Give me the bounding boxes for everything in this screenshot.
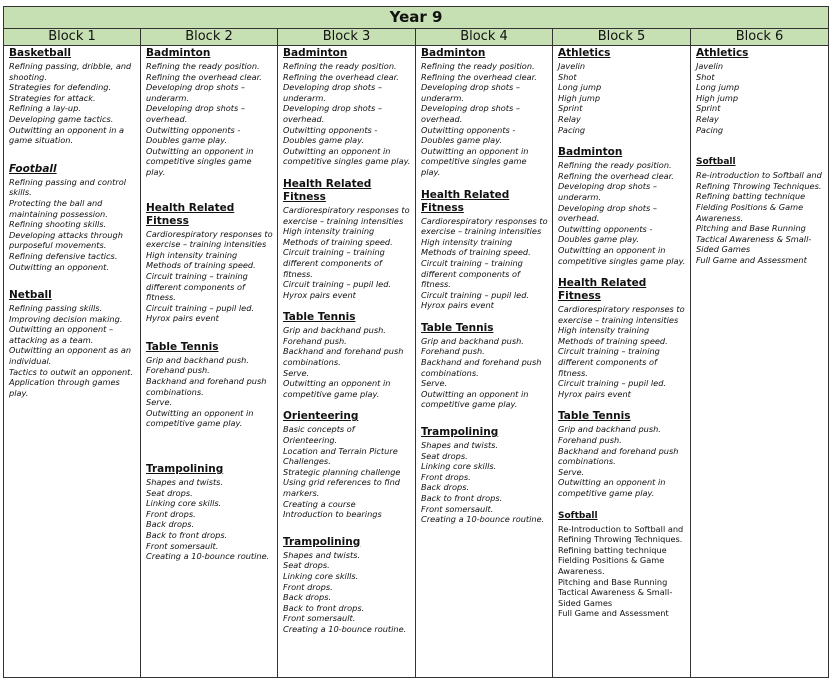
section-heading: Softball xyxy=(696,157,736,168)
list-item: Application through games play. xyxy=(9,377,120,398)
list-item: Shapes and twists. xyxy=(283,549,361,560)
list-item: Back to front drops. xyxy=(146,530,228,540)
list-item: Relay xyxy=(558,113,581,124)
section-badminton xyxy=(421,47,548,178)
list-item: Grip and backhand push. xyxy=(421,335,524,346)
section-heading: Softball xyxy=(558,510,598,521)
section-health-related-fitness xyxy=(421,189,548,311)
list-item: Javelin xyxy=(696,61,724,71)
list-item: Full Game and Assessment xyxy=(696,254,807,265)
list-item: Shot xyxy=(696,71,715,82)
section-athletics xyxy=(558,47,686,135)
list-item: Front drops. xyxy=(421,471,471,482)
list-item: Developing drop shots – underarm. xyxy=(421,82,520,103)
list-item: Sprint xyxy=(558,103,583,114)
list-item: Outwitting an opponent in a game situation. xyxy=(9,124,125,146)
section-heading: Badminton xyxy=(558,146,623,159)
list-item: Linking core skills. xyxy=(146,498,222,509)
list-item: Strategic planning challenge xyxy=(283,466,401,477)
list-item: Developing game tactics. xyxy=(9,113,114,124)
list-item: Serve. xyxy=(146,397,173,408)
list-item: Seat drops. xyxy=(421,450,468,461)
section-table-tennis xyxy=(146,341,273,429)
list-item: Fielding Positions & Game Awareness. xyxy=(558,555,665,576)
block-4-header: Block 4 xyxy=(416,29,553,46)
section-athletics xyxy=(696,47,824,135)
list-item: Re-introduction to Softball and Refining Throwing Techniques. xyxy=(696,170,822,191)
list-item: Back drops. xyxy=(283,592,332,603)
list-item: Front somersault. xyxy=(421,503,494,514)
list-item: Full Game and Assessment xyxy=(558,608,669,619)
list-item: Fielding Positions & Game Awareness. xyxy=(696,201,804,223)
list-item: Backhand and forehand push combinations. xyxy=(283,346,404,368)
list-item: Outwitting an opponent in competitive game play. xyxy=(146,407,254,429)
section-heading: Orienteering xyxy=(283,410,359,423)
list-item: Methods of training speed. xyxy=(421,247,531,258)
list-item: Refining the overhead clear. xyxy=(558,170,674,181)
section-softball xyxy=(696,156,824,265)
list-item: Refining the ready position. xyxy=(558,160,672,171)
list-item: Re-Introduction to Softball and Refining Throwing Techniques. xyxy=(558,523,684,545)
section-table-tennis xyxy=(421,322,548,410)
section-heading: Trampolining xyxy=(146,463,224,476)
section-badminton xyxy=(146,47,273,178)
list-item: Pacing xyxy=(558,124,586,135)
list-item: Linking core skills. xyxy=(283,570,359,581)
list-item: Pitching and Base Running xyxy=(558,576,668,587)
list-item: Refining passing and control skills. xyxy=(9,176,127,198)
block-1-column xyxy=(4,46,141,678)
list-item: Strategies for attack. xyxy=(9,92,96,103)
list-item: Grip and backhand push. xyxy=(283,325,386,336)
section-heading: Basketball xyxy=(9,47,71,59)
list-item: Pacing xyxy=(696,124,724,135)
list-item: Front somersault. xyxy=(146,540,219,551)
list-item: Creating a 10-bounce routine. xyxy=(283,623,407,634)
list-item: Cardiorespiratory responses to exercise – training intensities xyxy=(421,215,548,237)
list-item: Forehand push. xyxy=(558,435,622,446)
list-item: Tactical Awareness & Small-Sided Games xyxy=(696,233,812,255)
list-item: Shapes and twists. xyxy=(146,477,224,488)
list-item: Outwitting an opponent as an individual. xyxy=(9,345,132,367)
list-item: Cardiorespiratory responses to exercise – training intensities xyxy=(146,228,273,250)
list-item: Refining defensive tactics. xyxy=(9,250,118,261)
list-item: Back to front drops. xyxy=(421,493,503,503)
list-item: Serve. xyxy=(283,367,310,378)
block-3-header: Block 3 xyxy=(278,29,416,46)
section-basketball xyxy=(9,47,136,146)
section-health-related-fitness xyxy=(558,277,686,399)
list-item: Refining the overhead clear. xyxy=(421,71,537,82)
list-item: Linking core skills. xyxy=(421,461,497,472)
list-item: Seat drops. xyxy=(283,560,330,571)
list-item: Refining the ready position. xyxy=(283,61,397,71)
list-item: Outwitting an opponent in competitive singles game play. xyxy=(283,145,411,167)
section-heading: Football xyxy=(9,162,57,175)
section-heading: Health Related Fitness xyxy=(146,201,235,227)
block-5-header: Block 5 xyxy=(553,29,691,46)
list-item: Creating a course xyxy=(283,498,356,509)
list-item: Outwitting opponents - Doubles game play. xyxy=(421,124,516,146)
list-item: Refining passing, dribble, and shooting. xyxy=(9,61,132,82)
section-heading: Badminton xyxy=(283,47,348,59)
list-item: Circuit training – pupil led. xyxy=(146,302,255,313)
page-title: Year 9 xyxy=(4,7,829,29)
list-item: Javelin xyxy=(558,61,586,71)
section-table-tennis xyxy=(283,311,411,399)
section-health-related-fitness xyxy=(283,178,411,300)
list-item: Shapes and twists. xyxy=(421,440,499,451)
list-item: Refining shooting skills. xyxy=(9,219,107,230)
list-item: Relay xyxy=(696,113,719,124)
list-item: Developing drop shots – underarm. xyxy=(146,82,245,103)
list-item: Backhand and forehand push combinations. xyxy=(146,376,267,397)
section-badminton xyxy=(283,47,411,167)
list-item: Developing drop shots – underarm. xyxy=(283,82,382,103)
section-heading: Trampolining xyxy=(421,426,499,439)
list-item: Basic concepts of Orienteering. xyxy=(283,424,355,446)
list-item: Long jump xyxy=(696,82,740,93)
list-item: Sprint xyxy=(696,103,721,114)
block-6-header: Block 6 xyxy=(691,29,829,46)
list-item: Hyrox pairs event xyxy=(283,289,356,300)
list-item: Front drops. xyxy=(146,508,196,519)
section-heading: Health Related Fitness xyxy=(421,188,510,214)
list-item: High intensity training xyxy=(421,236,513,247)
list-item: Circuit training – pupil led. xyxy=(558,378,667,389)
list-item: Circuit training – training different components of fitness. xyxy=(421,257,523,290)
list-item: Circuit training – training different components of fitness. xyxy=(558,346,660,378)
block-2-header: Block 2 xyxy=(141,29,278,46)
section-trampolining xyxy=(283,536,411,635)
section-heading: Health Related Fitness xyxy=(283,177,372,203)
list-item: Developing drop shots – overhead. xyxy=(421,103,520,124)
list-item: Circuit training – pupil led. xyxy=(421,289,530,300)
section-heading: Table Tennis xyxy=(558,410,631,423)
list-item: Shot xyxy=(558,71,577,82)
list-item: High jump xyxy=(696,92,739,103)
list-item: Developing drop shots – overhead. xyxy=(558,202,657,224)
list-item: Long jump xyxy=(558,82,602,93)
section-heading: Table Tennis xyxy=(283,311,356,324)
list-item: Hyrox pairs event xyxy=(421,300,494,311)
section-trampolining xyxy=(421,426,548,525)
list-item: Front drops. xyxy=(283,581,333,592)
list-item: Outwitting an opponent in competitive game play. xyxy=(558,477,666,498)
list-item: High intensity training xyxy=(558,325,650,336)
list-item: Protecting the ball and maintaining possession. xyxy=(9,197,108,219)
list-item: Front somersault. xyxy=(283,613,356,624)
block-4-column xyxy=(416,46,553,678)
list-item: Creating a 10-bounce routine. xyxy=(146,551,270,562)
list-item: High intensity training xyxy=(146,249,238,260)
list-item: Refining the overhead clear. xyxy=(146,71,262,82)
list-item: Backhand and forehand push combinations. xyxy=(558,445,679,467)
list-item: Developing drop shots – overhead. xyxy=(146,103,245,124)
list-item: Hyrox pairs event xyxy=(558,388,631,399)
list-item: Methods of training speed. xyxy=(283,236,393,247)
section-heading: Badminton xyxy=(146,47,211,59)
list-item: Outwitting an opponent in competitive singles game play. xyxy=(146,145,254,177)
list-item: Outwitting an opponent. xyxy=(9,261,109,272)
section-heading: Trampolining xyxy=(283,535,361,548)
list-item: Refining the ready position. xyxy=(421,61,535,71)
block-1-header: Block 1 xyxy=(4,29,141,46)
section-heading: Athletics xyxy=(558,47,611,59)
list-item: Refining the overhead clear. xyxy=(283,71,399,82)
list-item: Location and Terrain Picture Challenges. xyxy=(283,445,398,467)
block-6-column xyxy=(691,46,829,678)
list-item: Refining batting technique xyxy=(558,544,667,555)
list-item: Circuit training – training different components of fitness. xyxy=(146,270,248,303)
list-item: Refining batting technique xyxy=(696,191,806,202)
section-heading: Health Related Fitness xyxy=(558,277,647,303)
list-item: Outwitting opponents - Doubles game play. xyxy=(146,124,241,146)
section-heading: Table Tennis xyxy=(146,340,219,353)
list-item: Improving decision making. xyxy=(9,313,123,324)
section-trampolining xyxy=(146,463,273,562)
section-table-tennis xyxy=(558,410,686,498)
list-item: Pitching and Base Running xyxy=(696,223,806,234)
year9-curriculum-table xyxy=(3,6,829,678)
list-item: Refining a lay-up. xyxy=(9,103,81,114)
list-item: Seat drops. xyxy=(146,487,193,498)
section-health-related-fitness xyxy=(146,202,273,324)
list-item: Outwitting an opponent – attacking as a team. xyxy=(9,324,114,345)
list-item: Hyrox pairs event xyxy=(146,313,219,324)
block-2-column xyxy=(141,46,278,678)
section-heading: Athletics xyxy=(696,47,749,59)
section-heading: Table Tennis xyxy=(421,321,494,334)
list-item: Backhand and forehand push combinations. xyxy=(421,357,542,378)
list-item: High jump xyxy=(558,92,601,103)
list-item: Circuit training – pupil led. xyxy=(283,279,392,290)
list-item: Outwitting opponents - Doubles game play. xyxy=(283,124,378,146)
list-item: Outwitting opponents - Doubles game play. xyxy=(558,223,653,245)
section-orienteering xyxy=(283,410,411,519)
list-item: Outwitting an opponent in competitive game play. xyxy=(283,378,391,399)
list-item: Back drops. xyxy=(146,519,195,530)
list-item: Cardiorespiratory responses to exercise – training intensities xyxy=(558,304,685,325)
section-heading: Badminton xyxy=(421,47,486,59)
list-item: Creating a 10-bounce routine. xyxy=(421,514,545,525)
list-item: Cardiorespiratory responses to exercise – training intensities xyxy=(283,204,410,226)
list-item: Tactics to outwit an opponent. xyxy=(9,366,133,377)
list-item: Methods of training speed. xyxy=(558,335,668,346)
list-item: Outwitting an opponent in competitive singles game play. xyxy=(421,145,529,177)
section-badminton xyxy=(558,146,686,266)
list-item: Strategies for defending. xyxy=(9,82,112,93)
list-item: Outwitting an opponent in competitive game play. xyxy=(421,388,529,410)
list-item: Circuit training – training different components of fitness. xyxy=(283,247,385,279)
section-softball xyxy=(558,510,686,619)
list-item: Forehand push. xyxy=(146,365,210,376)
block-3-column xyxy=(278,46,416,678)
list-item: Back drops. xyxy=(421,482,470,493)
section-heading: Netball xyxy=(9,289,52,302)
list-item: Developing attacks through purposeful movements. xyxy=(9,229,123,251)
list-item: Introduction to bearings xyxy=(283,509,382,520)
list-item: Refining the ready position. xyxy=(146,61,260,71)
section-netball xyxy=(9,289,136,398)
list-item: Tactical Awareness & Small-Sided Games xyxy=(558,587,673,608)
list-item: Serve. xyxy=(421,378,448,389)
list-item: Methods of training speed. xyxy=(146,260,256,271)
list-item: Forehand push. xyxy=(421,346,485,357)
list-item: Refining passing skills. xyxy=(9,303,103,314)
list-item: Outwitting an opponent in competitive singles game play. xyxy=(558,244,686,266)
list-item: Developing drop shots – overhead. xyxy=(283,103,382,124)
list-item: Serve. xyxy=(558,466,585,477)
list-item: Grip and backhand push. xyxy=(146,354,249,365)
block-5-column xyxy=(553,46,691,678)
section-football xyxy=(9,163,136,272)
list-item: Developing drop shots – underarm. xyxy=(558,181,657,202)
list-item: Forehand push. xyxy=(283,335,347,346)
list-item: Using grid references to find markers. xyxy=(283,477,400,498)
list-item: High intensity training xyxy=(283,226,375,237)
list-item: Grip and backhand push. xyxy=(558,424,661,435)
list-item: Back to front drops. xyxy=(283,602,365,613)
